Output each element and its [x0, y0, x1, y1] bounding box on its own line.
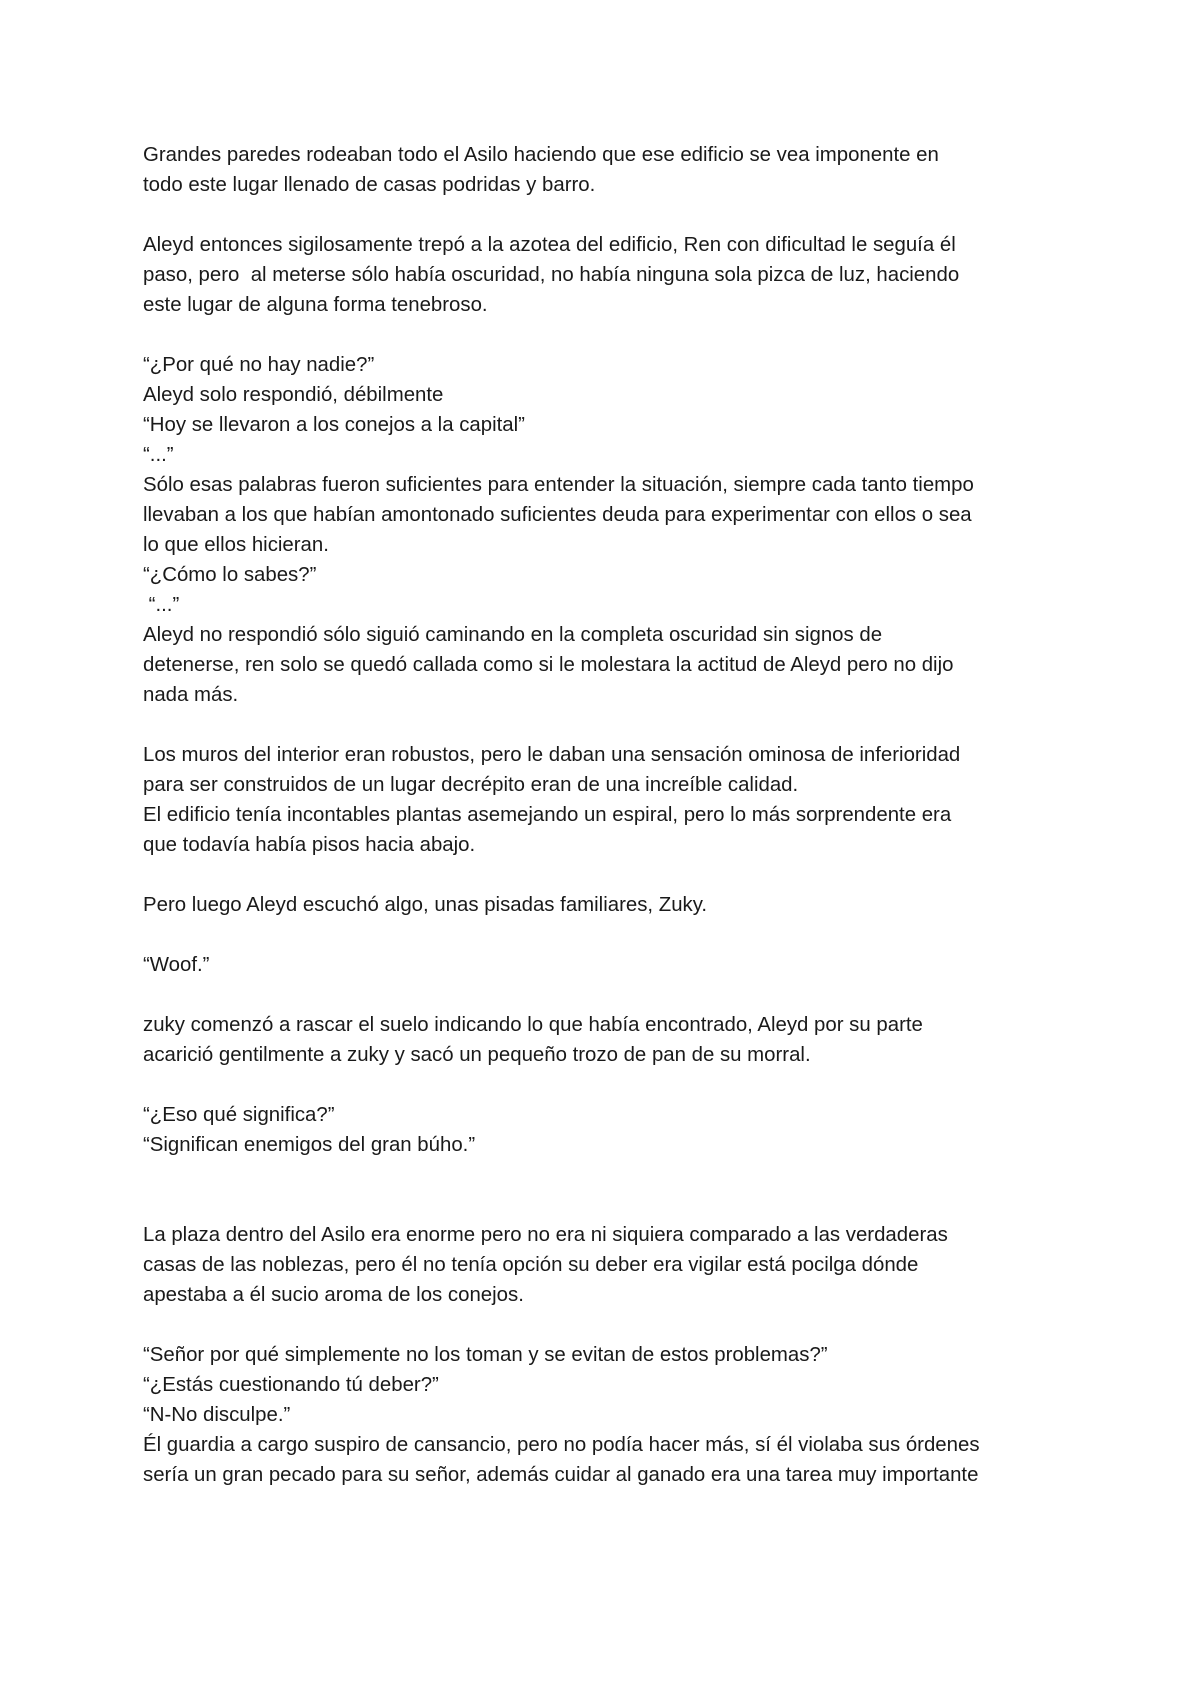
paragraph	[143, 890, 1043, 920]
text-line: lo que ellos hicieran.	[143, 534, 329, 556]
text-line: este lugar de alguna forma tenebroso.	[143, 294, 488, 316]
text-line: sería un gran pecado para su señor, además cuidar al ganado era una tarea muy importante	[143, 1464, 979, 1486]
paragraph	[143, 230, 1043, 320]
text-line: “Hoy se llevaron a los conejos a la capital”	[143, 414, 525, 436]
text-line: para ser construidos de un lugar decrépito eran de una increíble calidad.	[143, 774, 799, 796]
section-gap	[143, 1190, 1043, 1220]
text-line: detenerse, ren solo se quedó callada como si le molestara la actitud de Aleyd pero no dijo	[143, 654, 954, 676]
text-line: Aleyd no respondió sólo siguió caminando en la completa oscuridad sin signos de	[143, 624, 883, 646]
text-line: casas de las noblezas, pero él no tenía opción su deber era vigilar está pocilga dónde	[143, 1254, 919, 1276]
text-line: “¿Cómo lo sabes?”	[143, 564, 317, 586]
text-line: Sólo esas palabras fueron suficientes para entender la situación, siempre cada tanto tiempo	[143, 474, 974, 496]
text-line: “¿Estás cuestionando tú deber?”	[143, 1374, 439, 1396]
paragraph	[143, 1010, 1043, 1070]
text-line: apestaba a él sucio aroma de los conejos.	[143, 1284, 524, 1306]
text-line: “Señor por qué simplemente no los toman y se evitan de estos problemas?”	[143, 1344, 828, 1366]
text-line: Aleyd entonces sigilosamente trepó a la azotea del edificio, Ren con dificultad le seguía él	[143, 234, 956, 256]
text-line: que todavía había pisos hacia abajo.	[143, 834, 476, 856]
text-line: nada más.	[143, 684, 239, 706]
text-line: “Significan enemigos del gran búho.”	[143, 1134, 476, 1156]
paragraph	[143, 1220, 1043, 1310]
paragraph	[143, 1100, 1043, 1160]
text-line: “Woof.”	[143, 954, 210, 976]
text-line: Grandes paredes rodeaban todo el Asilo haciendo que ese edificio se vea imponente en	[143, 144, 939, 166]
text-line: paso, pero al meterse sólo había oscuridad, no había ninguna sola pizca de luz, haciendo	[143, 264, 960, 286]
text-line: El edificio tenía incontables plantas asemejando un espiral, pero lo más sorprendente era	[143, 804, 952, 826]
paragraph	[143, 740, 1043, 860]
paragraph	[143, 950, 1043, 980]
paragraph	[143, 350, 1043, 710]
text-line: Pero luego Aleyd escuchó algo, unas pisadas familiares, Zuky.	[143, 894, 708, 916]
text-line: Él guardia a cargo suspiro de cansancio, pero no podía hacer más, sí él violaba sus órdenes	[143, 1434, 980, 1456]
text-line: llevaban a los que habían amontonado suficientes deuda para experimentar con ellos o sea	[143, 504, 972, 526]
text-line: Aleyd solo respondió, débilmente	[143, 384, 444, 406]
text-line: “¿Por qué no hay nadie?”	[143, 354, 375, 376]
text-line: “¿Eso qué significa?”	[143, 1104, 335, 1126]
text-line: La plaza dentro del Asilo era enorme pero no era ni siquiera comparado a las verdaderas	[143, 1224, 948, 1246]
text-line: “...”	[143, 594, 180, 616]
text-line: acarició gentilmente a zuky y sacó un pequeño trozo de pan de su morral.	[143, 1044, 811, 1066]
paragraph	[143, 1340, 1043, 1490]
text-line: zuky comenzó a rascar el suelo indicando lo que había encontrado, Aleyd por su parte	[143, 1014, 923, 1036]
text-line: “...”	[143, 444, 174, 466]
document-body	[143, 140, 1043, 1490]
text-line: todo este lugar llenado de casas podridas y barro.	[143, 174, 596, 196]
text-line: “N-No disculpe.”	[143, 1404, 291, 1426]
paragraph	[143, 140, 1043, 200]
text-line: Los muros del interior eran robustos, pero le daban una sensación ominosa de inferioridad	[143, 744, 961, 766]
